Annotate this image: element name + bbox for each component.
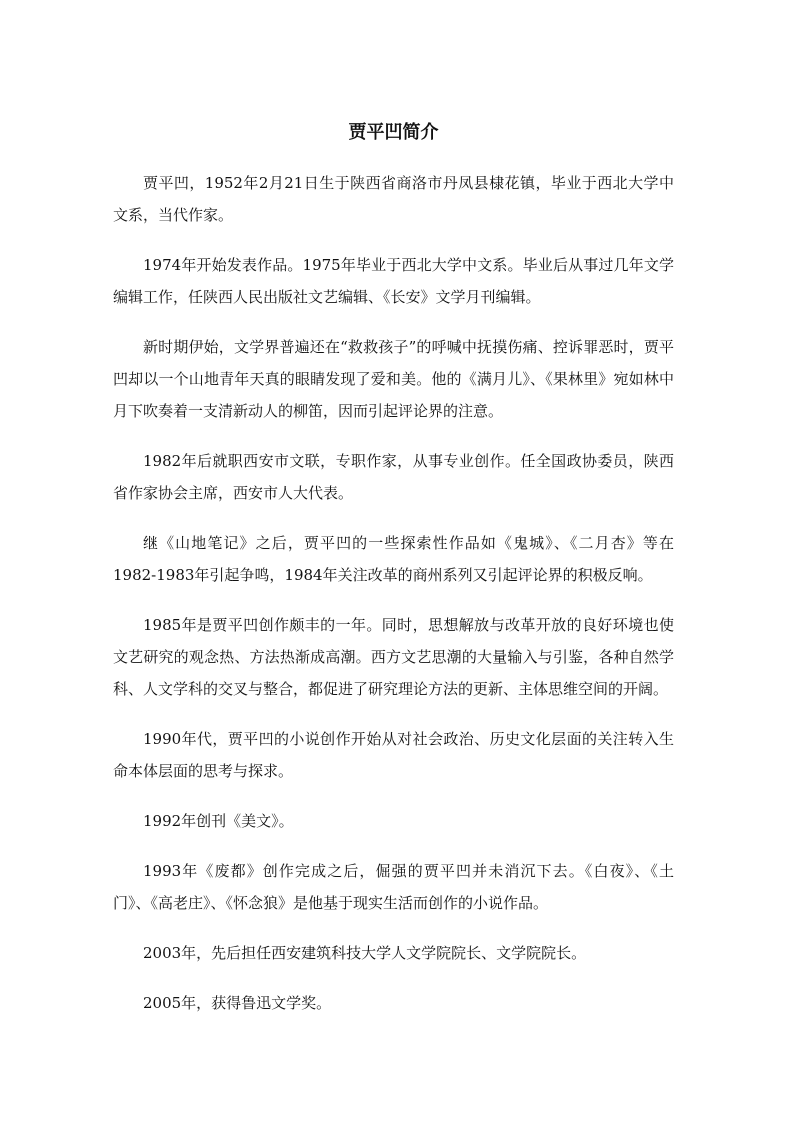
paragraph-1985: 1985年是贾平凹创作颇丰的一年。同时，思想解放与改革开放的良好环境也使文艺研究的观念热、方法热渐成高潮。西方文艺思潮的大量输入与引鉴，各种自然学科、人文学科的交叉与整合，都促进了研究理论方法的更新、主体思维空间的开阔。 — [113, 616, 674, 698]
paragraph-1992: 1992年创刊《美文》。 — [143, 812, 294, 830]
paragraph-1993: 1993年《废都》创作完成之后，倔强的贾平凹并未消沉下去。《白夜》、《土门》、《高老庄》、《怀念狼》是他基于现实生活而创作的小说作品。 — [113, 862, 674, 912]
paragraph-2003: 2003年，先后担任西安建筑科技大学人文学院院长、文学院院长。 — [143, 944, 587, 962]
paragraph-1982: 1982年后就职西安市文联，专职作家，从事专业创作。任全国政协委员，陕西省作家协会主席，西安市人大代表。 — [113, 452, 674, 502]
paragraph-new-era: 新时期伊始，文学界普遍还在“救救孩子”的呼喊中抚摸伤痛、控诉罪恶时，贾平凹却以一个山地青年天真的眼睛发现了爱和美。他的《满月儿》、《果林里》宛如林中月下吹奏着一支清新动人的柳笛，因而引起评论界的注意。 — [113, 338, 674, 420]
paragraph-1990s: 1990年代，贾平凹的小说创作开始从对社会政治、历史文化层面的关注转入生命本体层面的思考与探求。 — [113, 730, 674, 780]
paragraph-shandi-biji: 继《山地笔记》之后，贾平凹的一些探索性作品如《鬼城》、《二月杏》等在1982-1983年引起争鸣，1984年关注改革的商州系列又引起评论界的积极反响。 — [113, 534, 674, 584]
paragraph-2005: 2005年，获得鲁迅文学奖。 — [143, 994, 332, 1012]
document-title: 贾平凹简介 — [348, 122, 439, 143]
paragraph-birth: 贾平凹，1952年2月21日生于陕西省商洛市丹凤县棣花镇，毕业于西北大学中文系，当代作家。 — [113, 174, 674, 224]
paragraph-early-career: 1974年开始发表作品。1975年毕业于西北大学中文系。毕业后从事过几年文学编辑工作，任陕西人民出版社文艺编辑、《长安》文学月刊编辑。 — [113, 256, 674, 306]
